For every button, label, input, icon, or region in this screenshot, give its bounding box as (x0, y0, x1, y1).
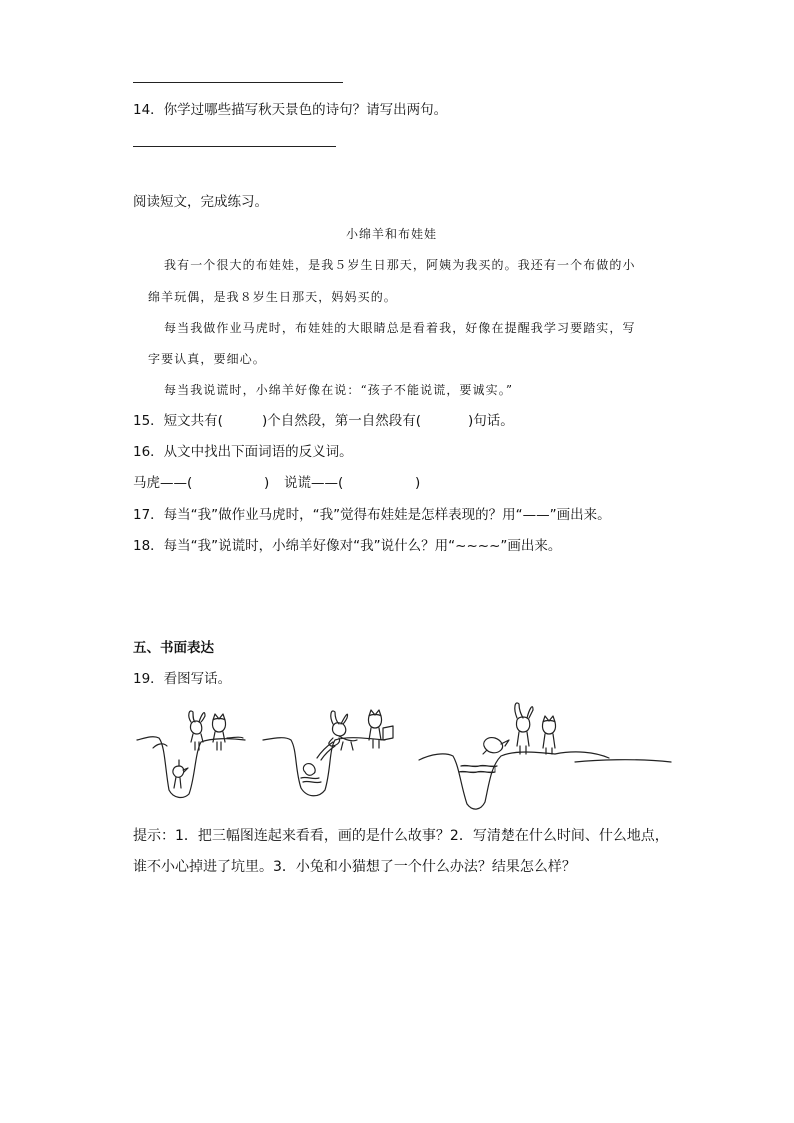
answer-line-q14 (133, 146, 336, 147)
answer-line-q13 (133, 82, 343, 83)
passage-line-5: 每当我说谎时，小绵羊好像在说：“孩子不能说谎，要诚实。” (164, 383, 514, 397)
panel-3-bird-floats-out (419, 703, 671, 809)
question-14: 14．你学过哪些描写秋天景色的诗句？请写出两句。 (133, 102, 448, 118)
story-illustration (135, 698, 675, 816)
question-15-part-b: )个自然段，第一自然段有( (262, 413, 422, 429)
antonym-word-1: 马虎——( (133, 475, 193, 491)
passage-line-2: 绵羊玩偶，是我８岁生日那天，妈妈买的。 (148, 290, 397, 304)
question-18: 18．每当“我”说谎时，小绵羊好像对“我”说什么？用“~~~~”画出来。 (133, 538, 562, 554)
question-16: 16．从文中找出下面词语的反义词。 (133, 444, 353, 460)
passage-line-1: 我有一个很大的布娃娃，是我５岁生日那天，阿姨为我买的。我还有一个布做的小 (164, 258, 636, 272)
panel-2-pouring-water (263, 710, 393, 796)
passage-title: 小绵羊和布娃娃 (346, 227, 438, 241)
question-17: 17．每当“我”做作业马虎时，“我”觉得布娃娃是怎样表现的？用“——”画出来。 (133, 507, 611, 523)
passage-line-4: 字要认真，要细心。 (148, 352, 266, 366)
antonym-word-2: 说谎——( (284, 475, 344, 491)
hint-line-2: 谁不小心掉进了坑里。3．小兔和小猫想了一个什么办法？结果怎么样？ (133, 859, 576, 875)
question-15-part-a: 15．短文共有( (133, 413, 223, 429)
reading-instruction: 阅读短文，完成练习。 (133, 194, 268, 210)
section-5-heading: 五、书面表达 (133, 640, 214, 656)
question-15-part-c: )句话。 (468, 413, 514, 429)
hint-line-1: 提示：1．把三幅图连起来看看，画的是什么故事？2．写清楚在什么时间、什么地点， (133, 828, 669, 844)
antonym-close-2: ) (415, 475, 421, 491)
antonym-close-1: ) (264, 475, 270, 491)
panel-1-bird-in-pit (137, 711, 245, 798)
question-19: 19．看图写话。 (133, 671, 232, 687)
passage-line-3: 每当我做作业马虎时，布娃娃的大眼睛总是看着我，好像在提醒我学习要踏实，写 (164, 321, 636, 335)
